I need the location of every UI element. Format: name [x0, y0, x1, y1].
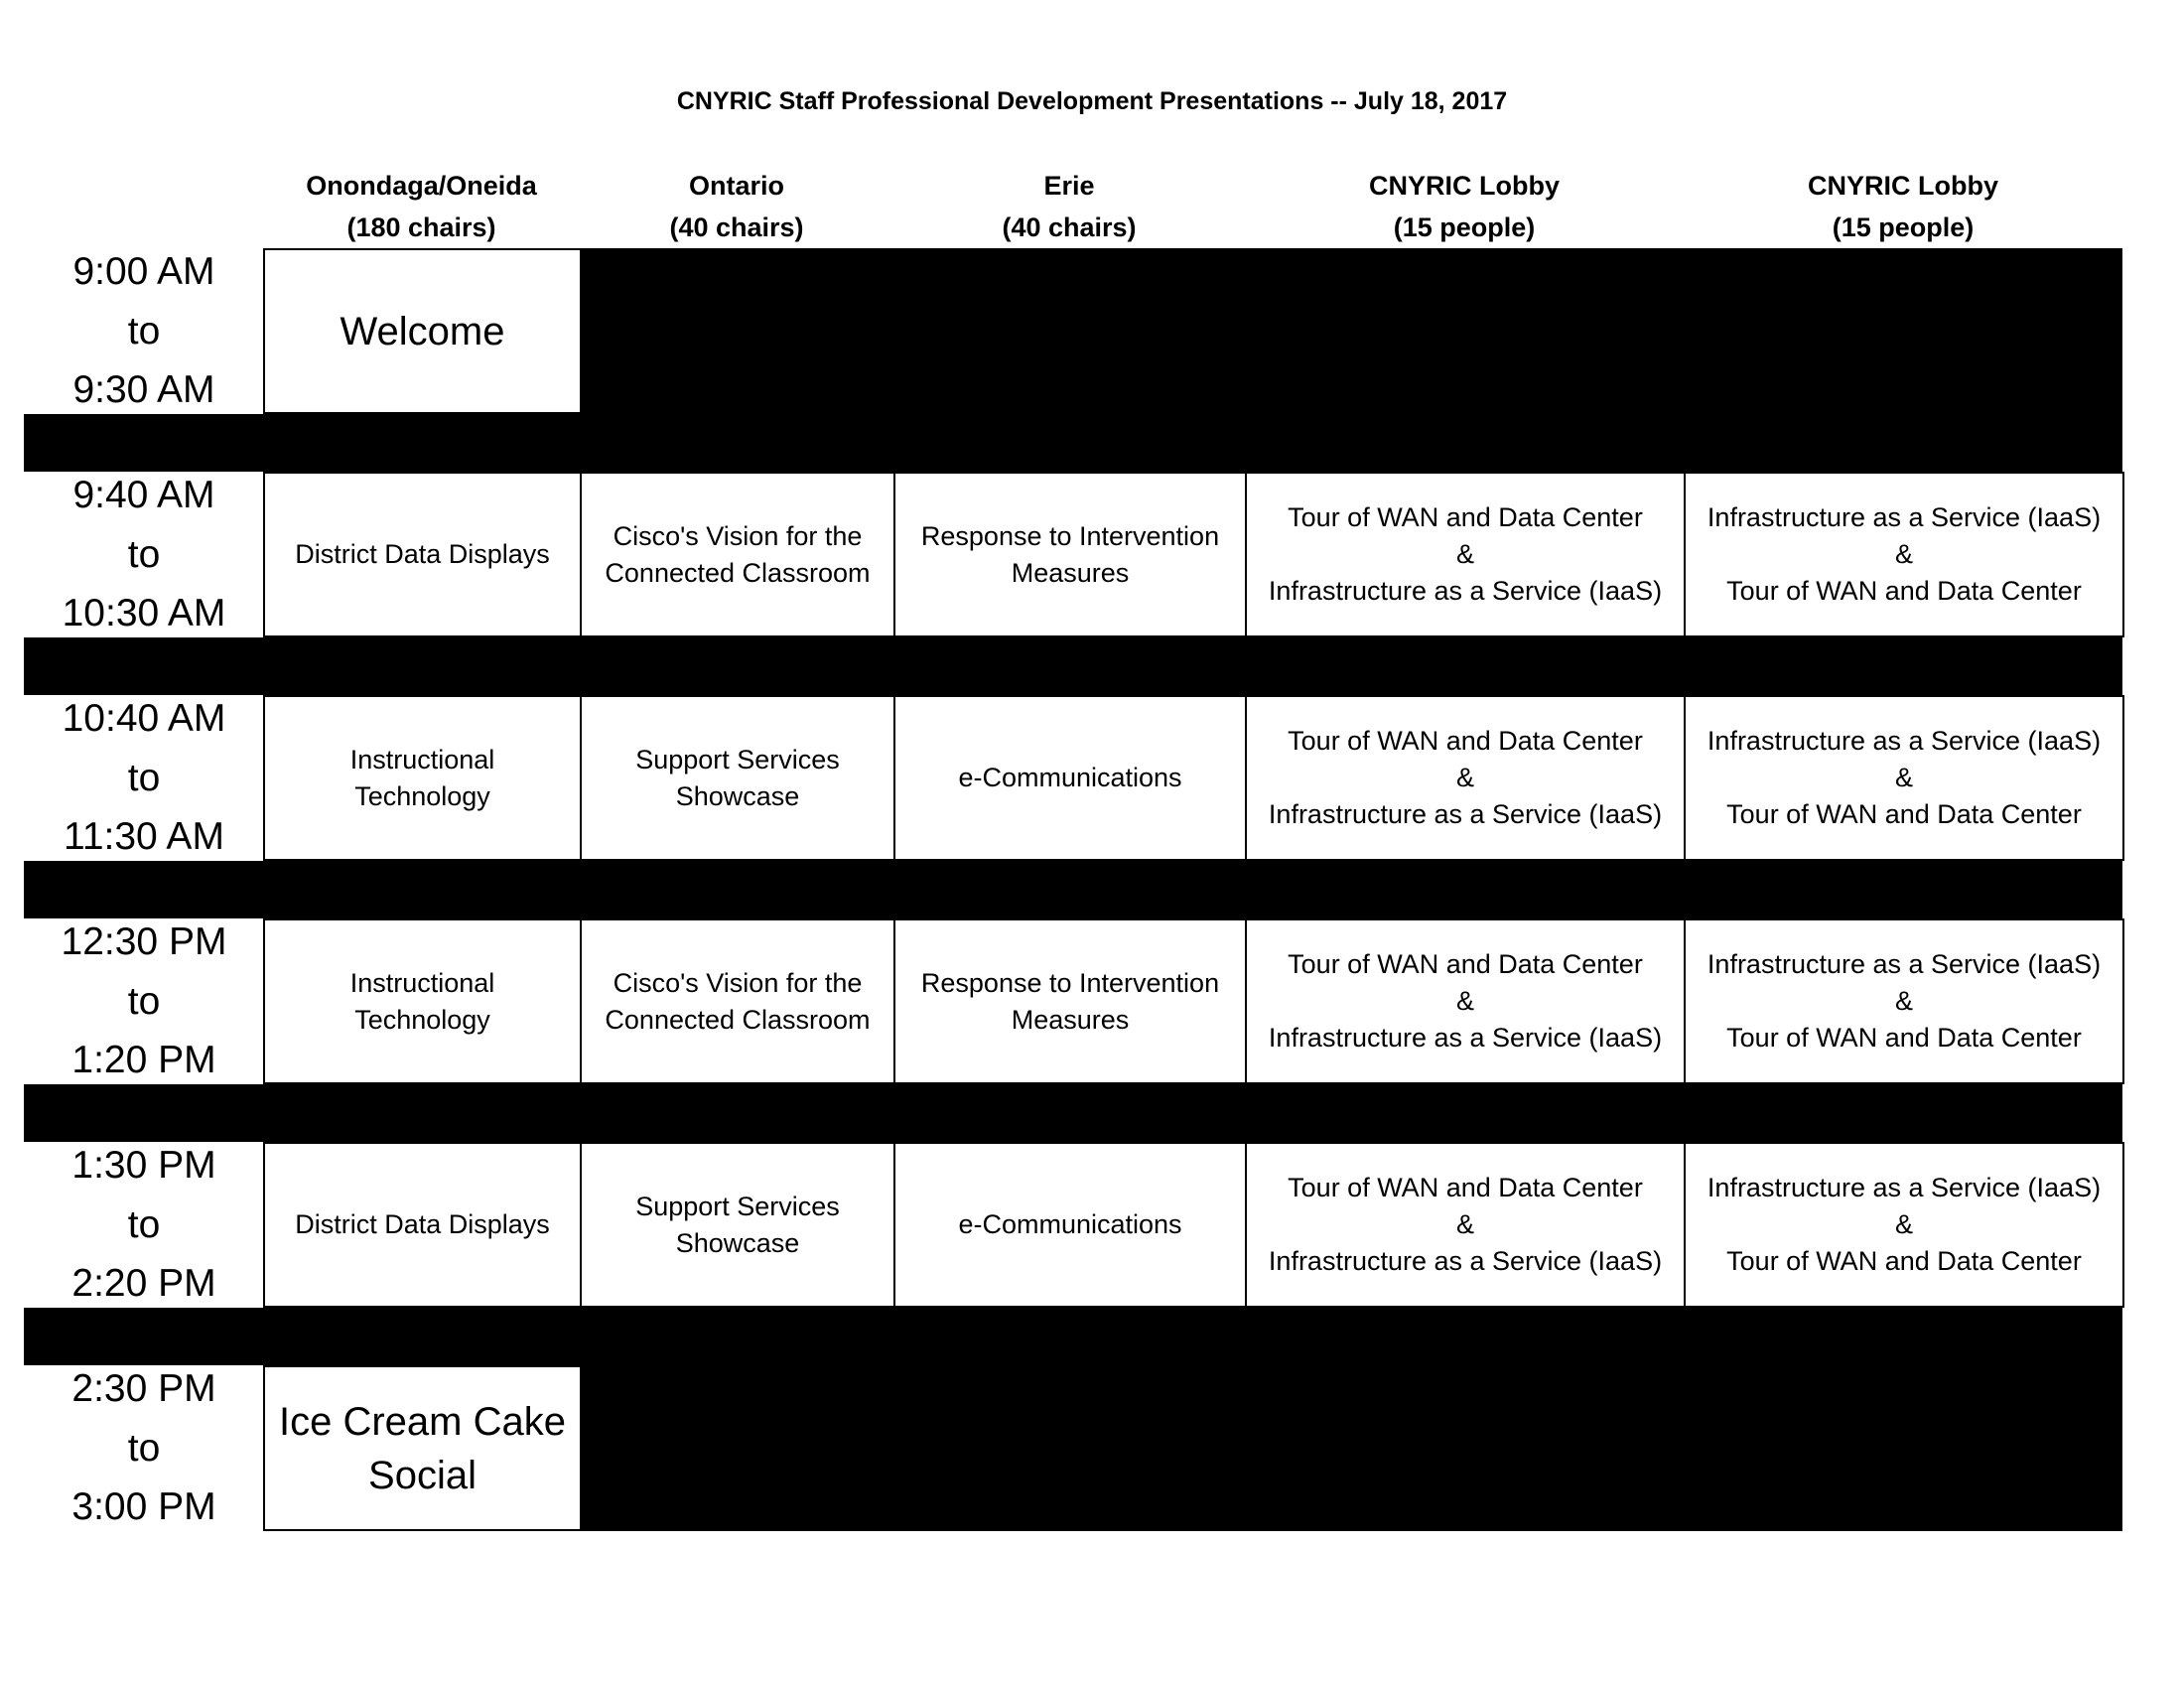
session-cell [893, 1142, 1247, 1308]
time-slot-label [24, 695, 264, 861]
room-capacity: (40 chairs) [669, 212, 804, 242]
session-cell [1684, 695, 2124, 861]
time-slot-label [24, 918, 264, 1084]
room-header [580, 165, 893, 248]
session-title-line: Infrastructure as a Service (IaaS) [1706, 726, 2102, 756]
session-title-line: & [1455, 539, 1474, 569]
session-cell [263, 1365, 582, 1531]
slot-start-time: 9:00 AM [72, 250, 215, 293]
slot-start-time: 10:40 AM [62, 697, 226, 740]
session-title-line: Support Services [635, 1191, 840, 1221]
session-title-line: Tour of WAN and Data Center [1288, 949, 1643, 979]
session-title-line: Infrastructure as a Service (IaaS) [1268, 799, 1663, 829]
session-title-line: Measures [1011, 557, 1130, 588]
session-cell [263, 248, 582, 414]
session-title-line: & [1455, 986, 1474, 1016]
slot-time-connector: to [127, 1426, 161, 1470]
session-cell [263, 918, 582, 1084]
room-name: Ontario [688, 171, 784, 201]
session-title-line: Tour of WAN and Data Center [1726, 799, 2082, 829]
session-cell [893, 472, 1247, 637]
session-cell [263, 1142, 582, 1308]
slot-start-time: 1:30 PM [71, 1144, 216, 1187]
session-title-line: Social [368, 1453, 477, 1497]
room-capacity: (15 people) [1393, 212, 1536, 242]
room-header [263, 165, 580, 248]
session-title-line: Tour of WAN and Data Center [1288, 726, 1643, 756]
session-title-line: Tour of WAN and Data Center [1726, 1023, 2082, 1053]
break-bar [24, 414, 2122, 472]
session-cell [263, 472, 582, 637]
session-cell [893, 695, 1247, 861]
session-cell [580, 1142, 895, 1308]
break-bar [24, 861, 2122, 918]
slot-time-connector: to [127, 979, 161, 1023]
slot-end-time: 9:30 AM [72, 368, 215, 411]
session-cell [1684, 472, 2124, 637]
session-title-line: Connected Classroom [605, 557, 871, 588]
room-header [893, 165, 1245, 248]
slot-time-connector: to [127, 532, 161, 576]
room-capacity: (15 people) [1832, 212, 1975, 242]
session-cell [1684, 918, 2124, 1084]
session-title-line: Tour of WAN and Data Center [1288, 502, 1643, 532]
session-title-line: District Data Displays [295, 1209, 550, 1239]
session-title-line: Cisco's Vision for the [613, 520, 863, 551]
session-title-line: e-Communications [958, 1209, 1182, 1239]
session-cell [1245, 1142, 1686, 1308]
break-bar [24, 1308, 2122, 1365]
session-title-line: & [1455, 1209, 1474, 1239]
time-slot-label [24, 1142, 264, 1308]
room-header [1245, 165, 1684, 248]
session-cell [1245, 472, 1686, 637]
session-title-line: Infrastructure as a Service (IaaS) [1268, 1246, 1663, 1276]
slot-end-time: 1:20 PM [71, 1039, 216, 1081]
room-capacity: (40 chairs) [1002, 212, 1137, 242]
session-cell [580, 918, 895, 1084]
session-title-line: & [1894, 539, 1913, 569]
session-title-line: Infrastructure as a Service (IaaS) [1268, 576, 1663, 606]
unused-block [580, 1365, 2122, 1531]
session-title-line: Infrastructure as a Service (IaaS) [1706, 949, 2102, 979]
room-name: Erie [1043, 171, 1095, 201]
session-title-line: Welcome [340, 309, 505, 353]
room-name: CNYRIC Lobby [1369, 171, 1560, 201]
session-title-line: Tour of WAN and Data Center [1726, 576, 2082, 606]
slot-time-connector: to [127, 309, 161, 352]
slot-end-time: 11:30 AM [64, 815, 224, 858]
session-title-line: Technology [354, 780, 490, 811]
session-title-line: Tour of WAN and Data Center [1726, 1246, 2082, 1276]
time-slot-label [24, 248, 264, 414]
time-slot-label [24, 1365, 264, 1531]
unused-block [580, 248, 2122, 414]
break-bar [24, 1084, 2122, 1142]
session-title-line: Measures [1011, 1004, 1130, 1035]
session-cell [1684, 1142, 2124, 1308]
break-bar [24, 637, 2122, 695]
session-title-line: Instructional [349, 967, 495, 998]
slot-end-time: 3:00 PM [71, 1485, 216, 1528]
session-title-line: District Data Displays [295, 539, 550, 569]
session-title-line: & [1455, 763, 1474, 792]
session-title-line: & [1894, 1209, 1913, 1239]
session-title-line: Tour of WAN and Data Center [1288, 1173, 1643, 1202]
slot-start-time: 2:30 PM [71, 1367, 216, 1410]
session-title-line: & [1894, 763, 1913, 792]
slot-time-connector: to [127, 1202, 161, 1246]
session-title-line: Infrastructure as a Service (IaaS) [1268, 1023, 1663, 1053]
page-title: CNYRIC Staff Professional Development Presentations -- July 18, 2017 [676, 87, 1508, 115]
session-title-line: Instructional [349, 744, 495, 774]
room-capacity: (180 chairs) [346, 212, 496, 242]
room-name: Onondaga/Oneida [306, 171, 537, 201]
room-name: CNYRIC Lobby [1808, 171, 1998, 201]
session-title-line: Infrastructure as a Service (IaaS) [1706, 1173, 2102, 1202]
session-cell [580, 695, 895, 861]
session-title-line: Infrastructure as a Service (IaaS) [1706, 502, 2102, 532]
time-slot-label [24, 472, 264, 637]
session-title-line: e-Communications [958, 763, 1182, 792]
session-cell [1245, 918, 1686, 1084]
session-title-line: Response to Intervention [920, 520, 1220, 551]
session-title-line: Support Services [635, 744, 840, 774]
session-cell [580, 472, 895, 637]
session-title-line: Cisco's Vision for the [613, 967, 863, 998]
slot-end-time: 10:30 AM [62, 592, 226, 634]
session-title-line: & [1894, 986, 1913, 1016]
slot-start-time: 12:30 PM [61, 920, 227, 963]
slot-end-time: 2:20 PM [71, 1262, 216, 1305]
session-title-line: Response to Intervention [920, 967, 1220, 998]
room-header [1684, 165, 2122, 248]
session-cell [1245, 695, 1686, 861]
slot-start-time: 9:40 AM [72, 474, 215, 516]
session-title-line: Showcase [675, 780, 800, 811]
session-title-line: Connected Classroom [605, 1004, 871, 1035]
session-title-line: Ice Cream Cake [279, 1399, 566, 1444]
session-cell [263, 695, 582, 861]
session-title-line: Showcase [675, 1227, 800, 1258]
session-title-line: Technology [354, 1004, 490, 1035]
slot-time-connector: to [127, 756, 161, 799]
session-cell [893, 918, 1247, 1084]
